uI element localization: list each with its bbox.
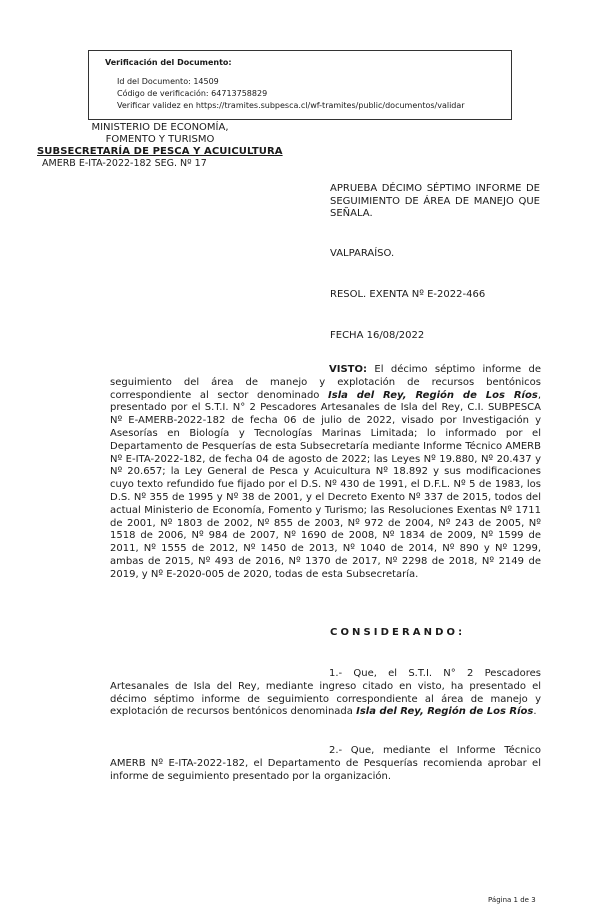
ministry-line-2: FOMENTO Y TURISMO (105, 134, 215, 145)
resolution-title: APRUEBA DÉCIMO SÉPTIMO INFORME DE SEGUIMIENTO DE ÁREA DE MANEJO QUE SEÑALA. (330, 183, 540, 219)
ministry-heading (60, 122, 260, 146)
resolution-date: FECHA 16/08/2022 (330, 330, 425, 341)
verification-title: Verificación del Documento: (105, 58, 232, 67)
visto-paragraph (110, 364, 541, 582)
visto-text-2: , presentado por el S.T.I. N° 2 Pescadores Artesanales de Isla del Rey, C.I. SUBPESCA Nº E-AMERB-2022-182 de fecha 06 de julio de 2022, visado por Investigación y Asesorías en Biología y Tecnologías Marinas Limitada; lo informado por el Departamento de Pesquerías de esta Subsecretaría mediante Informe Técnico AMERB Nº E-ITA-2022-182, de fecha 04 de agosto de 2022; las Leyes Nº 19.880, Nº 20.437 y Nº 20.657; la Ley General de Pesca y Acuicultura Nº 18.892 y sus modificaciones cuyo texto refundido fue fijado por el D.S. Nº 430 de 1991, el D.F.L. Nº 5 de 1983, los D.S. Nº 355 de 1995 y Nº 38 de 2001, y el Decreto Exento Nº 337 de 2015, todos del actual Ministerio de Economía, Fomento y Turismo; las Resoluciones Exentas Nº 1711 de 2001, Nº 1803 de 2002, Nº 855 de 2003, Nº 972 de 2004, Nº 243 de 2005, Nº 1518 de 2006, Nº 984 de 2007, Nº 1690 de 2008, Nº 1834 de 2009, Nº 1599 de 2011, Nº 1555 de 2012, Nº 1450 de 2013, Nº 1040 de 2014, Nº 890 y Nº 1299, ambas de 2015, Nº 493 de 2016, Nº 1370 de 2017, Nº 2298 de 2018, Nº 2149 de 2019, y Nº E-2020-005 de 2020, todas de esta Subsecretaría. (110, 389, 541, 580)
ministry-line-1: MINISTERIO DE ECONOMÍA, (91, 122, 229, 133)
verification-box (88, 50, 512, 120)
considerando-1-text: 1.- Que, el S.T.I. N° 2 Pescadores Artesanales de Isla del Rey, mediante ingreso citado en visto, ha presentado el décimo séptimo informe de seguimiento correspondiente al área de manejo y explotación de recursos bentónicos denominada (110, 668, 541, 718)
verification-code: • Código de verificación: 64713758829 (117, 88, 501, 100)
considerando-2: 2.- Que, mediante el Informe Técnico AMERB Nº E-ITA-2022-182, el Departamento de Pesquerías recomienda aprobar el informe de seguimiento presentado por la organización. (110, 745, 541, 782)
considerando-heading: CONSIDERANDO: (330, 627, 466, 638)
considerando-1-area-name: Isla del Rey, Región de Los Ríos (356, 706, 534, 718)
resolution-number: RESOL. EXENTA Nº E-2022-466 (330, 289, 486, 300)
resolution-city: VALPARAÍSO. (330, 248, 395, 259)
verification-link[interactable]: • Verificar validez en https://tramites.subpesca.cl/wf-tramites/public/documentos/validar (117, 100, 501, 112)
page-number: Página 1 de 3 (488, 896, 536, 904)
verification-list (105, 76, 501, 112)
subsecretaria-heading: SUBSECRETARÍA DE PESCA Y ACUICULTURA (37, 146, 283, 157)
reference-number: AMERB E-ITA-2022-182 SEG. Nº 17 (42, 158, 207, 169)
verification-document-id: • Id del Documento: 14509 (117, 76, 501, 88)
visto-area-name: Isla del Rey, Región de Los Ríos (328, 389, 538, 401)
visto-label: VISTO: (329, 364, 367, 375)
considerando-1 (110, 668, 541, 719)
visto-text-1: El décimo séptimo informe de seguimiento del área de manejo y explotación de recursos bentónicos correspondiente al sector denominado (110, 364, 541, 401)
considerando-1-end: . (533, 706, 537, 718)
